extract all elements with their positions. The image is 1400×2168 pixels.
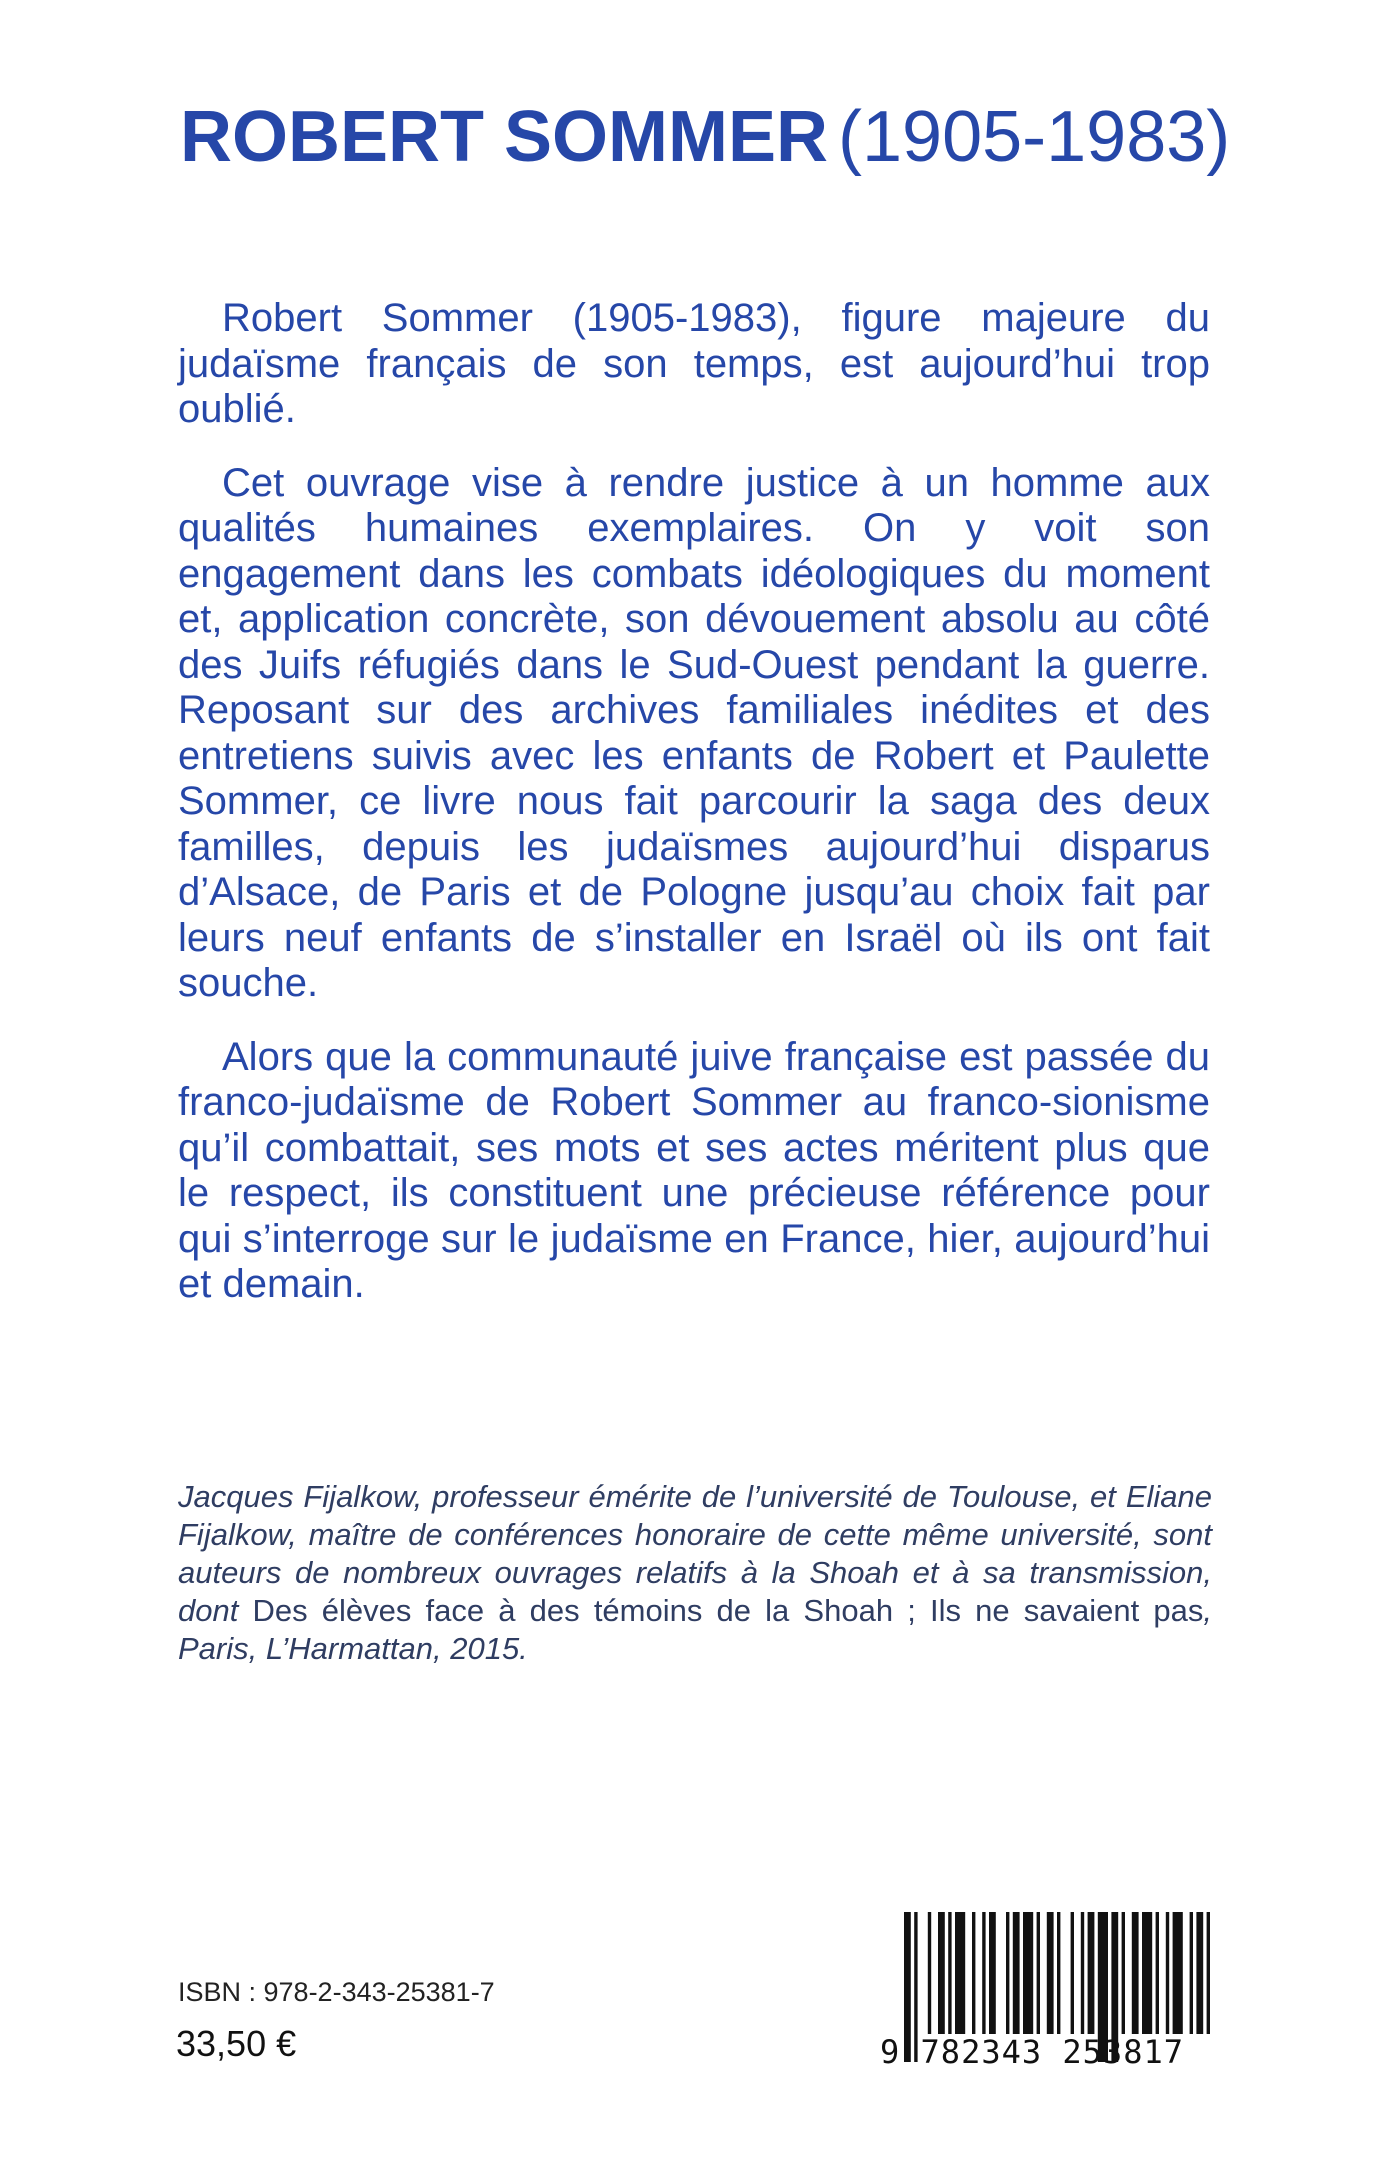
barcode-digits: 9 782343 253817 [880, 2033, 1184, 2071]
barcode-bar [1081, 1912, 1084, 2034]
barcode-bar [955, 1912, 965, 2034]
barcode-bar [1132, 1912, 1139, 2034]
barcode-bar [1088, 1912, 1095, 2034]
barcode-bar [1156, 1912, 1159, 2034]
barcode-bar [1047, 1912, 1054, 2034]
book-title [180, 92, 1230, 182]
barcode-bar [1006, 1912, 1009, 2034]
barcode-bar [928, 1912, 931, 2034]
barcode-bar [1057, 1912, 1060, 2034]
summary-paragraph-3: Alors que la communauté juive française est passée du franco-judaïsme de Robert Sommer au franco-sionisme qu’il combattait, ses mots et ses actes méritent plus que le respect, ils constituent une précieuse référence pour qui s’interroge sur le judaïsme en France, hier, aujourd’hui et demain. [178, 1034, 1210, 1306]
title-name: ROBERT SOMMER [180, 97, 828, 177]
barcode-bar [1071, 1912, 1074, 2034]
author-bio-paragraph [178, 1478, 1212, 1668]
barcode-bar [1190, 1912, 1193, 2034]
barcode-bar [1023, 1912, 1033, 2034]
barcode-bar [982, 1912, 985, 2034]
barcode-bar [948, 1912, 951, 2034]
author-name-1: Jacques Fijalkow [178, 1479, 414, 1514]
summary-paragraph-1: Robert Sommer (1905-1983), figure majeure du judaïsme français de son temps, est aujourd’hui trop oublié. [178, 296, 1210, 431]
barcode-bar [1207, 1912, 1210, 2034]
barcode-bar [1196, 1912, 1203, 2034]
barcode-bar [938, 1912, 945, 2034]
title-dates: (1905-1983) [838, 97, 1231, 177]
author-bio-text-1: , professeur émérite de l’université de Toulouse, et [413, 1479, 1126, 1514]
barcode-bar [989, 1912, 996, 2034]
isbn: ISBN : 978-2-343-25381-7 [178, 1977, 495, 2007]
book-summary [178, 296, 1210, 1336]
barcode-bar [972, 1912, 975, 2034]
barcode-bar [1037, 1912, 1040, 2034]
author-biography [178, 1478, 1212, 1668]
barcode-bar [1013, 1912, 1020, 2034]
price: 33,50 € [176, 2023, 297, 2064]
summary-paragraph-2: Cet ouvrage vise à rendre justice à un homme aux qualités humaines exemplaires. On y voit son engagement dans les combats idéologiques du moment et, application concrète, son dévouement absolu au côté des Juifs réfugiés dans le Sud-Ouest pendant la guerre. Reposant sur des archives familiales inédites et des entretiens suivis avec les enfants de Robert et Paulette Sommer, ce livre nous fait parcourir la saga des deux familles, depuis les judaïsmes aujourd’hui disparus d’Alsace, de Paris et de Pologne jusqu’au choix fait par leurs neuf enfants de s’installer en Israël où ils ont fait souche. [178, 460, 1210, 1005]
referenced-book-title: Des élèves face à des témoins de la Shoah ; Ils ne savaient pas [252, 1593, 1204, 1628]
author-bio-text-2: , maître de conférences honoraire de cette même université, sont auteurs de nombreux ouvrages relatifs à la Shoah et à sa transmission, dont [178, 1517, 1212, 1628]
barcode-bar [1166, 1912, 1169, 2034]
barcode-bar [1173, 1912, 1183, 2034]
publication-info: , Paris, L’Harmattan, 2015. [178, 1593, 1213, 1666]
barcode-bar [1142, 1912, 1152, 2034]
author-name-2: Eliane Fijalkow [178, 1479, 1212, 1552]
barcode-bar [1122, 1912, 1125, 2034]
